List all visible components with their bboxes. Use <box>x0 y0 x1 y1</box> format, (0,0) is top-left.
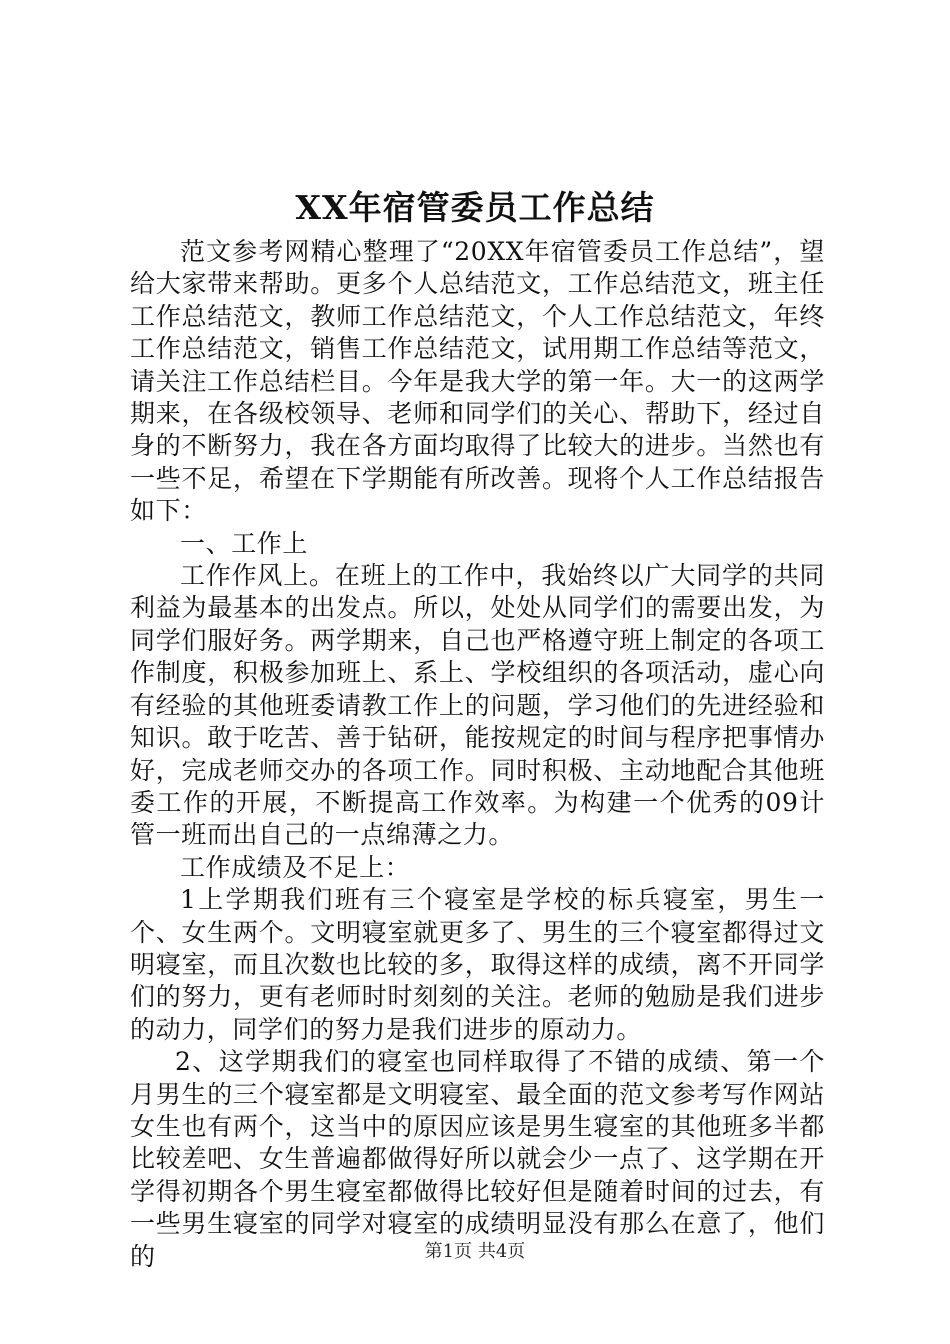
document-body <box>130 236 825 1273</box>
page-number: 第1页 共4页 <box>424 1241 526 1262</box>
paragraph-intro: 范文参考网精心整理了“20XX年宿管委员工作总结”，望给大家带来帮助。更多个人总结范文，工作总结范文，班主任工作总结范文，教师工作总结范文，个人工作总结范文，年终工作总结范文，销售工作总结范文，试用期工作总结等范文，请关注工作总结栏目。今年是我大学的第一年。大一的这两学期来，在各级校领导、老师和同学们的关心、帮助下，经过自身的不断努力，我在各方面均取得了比较大的进步。当然也有一些不足，希望在下学期能有所改善。现将个人工作总结报告如下： <box>130 237 825 526</box>
section-heading-results: 工作成绩及不足上： <box>180 852 411 882</box>
paragraph-results-2: 2、这学期我们的寝室也同样取得了不错的成绩、第一个月男生的三个寝室都是文明寝室、最全面的范文参考写作网站女生也有两个，这当中的原因应该是男生寝室的其他班多半都比较差吧、女生普遍都做得好所以就会少一点了、这学期在开学得初期各个男生寝室都做得比较好但是随着时间的过去，有一些男生寝室的同学对寝室的成绩明显没有那么在意了，他们的 <box>130 1047 825 1271</box>
section-heading-work: 一、工作上 <box>180 528 309 558</box>
paragraph-work-style: 工作作风上。在班上的工作中，我始终以广大同学的共同利益为最基本的出发点。所以，处处从同学们的需要出发，为同学们服好务。两学期来，自己也严格遵守班上制定的各项工作制度，积极参加班上、系上、学校组织的各项活动，虚心向有经验的其他班委请教工作上的问题，学习他们的先进经验和知识。敢于吃苦、善于钻研，能按规定的时间与程序把事情办好，完成老师交办的各项工作。同时积极、主动地配合其他班委工作的开展，不断提高工作效率。为构建一个优秀的09计管一班而出自己的一点绵薄之力。 <box>130 561 825 850</box>
document-title: XX年宿管委员工作总结 <box>295 188 655 227</box>
paragraph-results-1: 1上学期我们班有三个寝室是学校的标兵寝室，男生一个、女生两个。文明寝室就更多了、男生的三个寝室都得过文明寝室，而且次数也比较的多，取得这样的成绩，离不开同学们的努力，更有老师时时刻刻的关注。老师的勉励是我们进步的动力，同学们的努力是我们进步的原动力。 <box>130 885 825 1044</box>
